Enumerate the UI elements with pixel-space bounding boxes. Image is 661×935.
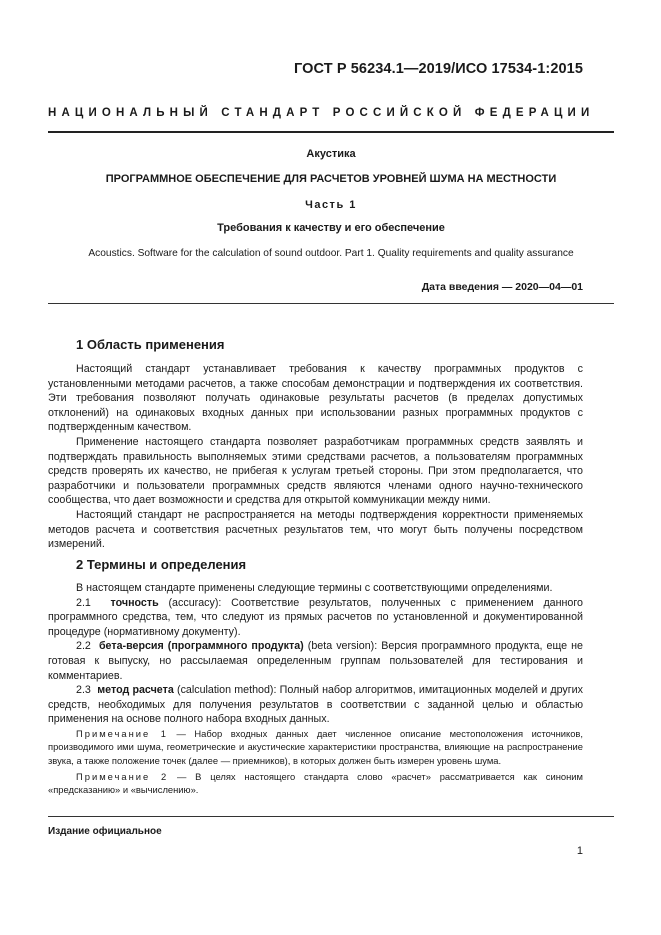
introduction-date: Дата введения — 2020—04—01 — [421, 281, 583, 293]
gost-number: ГОСТ Р 56234.1—2019/ИСО 17534-1:2015 — [294, 61, 583, 77]
term-definition: : Версия программного продукта, еще не готовая к выпуску, но рассылаемая определенным группам пользователей для тестирования и комментариев. — [48, 640, 583, 682]
subject-title: Акустика — [306, 148, 356, 160]
term-english: (accuracy) — [168, 596, 219, 609]
part-title: Требования к качеству и его обеспечение — [217, 222, 445, 234]
term-definition: : Полный набор алгоритмов, имитационных моделей и других средств, необходимых для получения результатов в соответствии с заданной целью и областью применения на основе полного набора входных данных. — [48, 684, 583, 726]
section-2-intro: В настоящем стандарте применены следующие термины с соответствующими определениями. — [76, 582, 553, 594]
note-label: Примечание 2 — [76, 771, 169, 782]
footer-rule — [48, 816, 614, 817]
term-number: 2.2 — [76, 640, 91, 653]
page-number: 1 — [576, 845, 583, 857]
section-2-heading: 2 Термины и определения — [76, 557, 247, 572]
section-1-paragraph: Настоящий стандарт устанавливает требования к качеству программных продуктов с установленными методами расчетов, а также способам демонстрации и подтверждения их соответствия. Эти требования позволяют получать одинаковые результаты расчетов (в пределах допустимых отклонений) на одинаковых входных данных при использовании разных программных продуктов с подтвержденным качеством. — [48, 363, 583, 434]
section-2-body — [48, 581, 583, 727]
term-entry — [48, 683, 583, 727]
term-definition: : Соответствие результатов, полученных с применением данного программного средства, тем, что следуют из прямых расчетов по установленной и документированной процедуре (нормативному документу). — [48, 596, 583, 638]
note-text: — Набор входных данных дает численное описание местоположения источников, производимого ими шума, геометрические и акустические характеристики пространства, влияющие на распространение звука, а также положение точек (далее — приемников), в которых должен быть измерен уровень шума. — [48, 728, 583, 766]
section-1-paragraph: Применение настоящего стандарта позволяет разработчикам программных средств заявлять и подтверждать правильность выполняемых этими средствами расчетов, а пользователям программных средств проверять их качество, не прибегая к услугам третьей стороны. При этом предполагается, что разработчики и пользователи программных средств являются членами одного научно-технического сообщества, что дает возможности и средства для открытой коммуникации между ними. — [48, 435, 583, 507]
term-english: (calculation method) — [177, 684, 274, 697]
term-name: бета-версия (программного продукта) — [98, 640, 304, 653]
term-entry — [48, 639, 583, 683]
english-title: Acoustics. Software for the calculation of sound outdoor. Part 1. Quality requirements and quality assurance — [88, 248, 574, 259]
note-label: Примечание 1 — [76, 728, 168, 739]
title-rule — [48, 303, 614, 304]
term-english: (beta version) — [307, 640, 375, 653]
note-2 — [48, 770, 583, 797]
section-1-heading: 1 Область применения — [76, 337, 225, 352]
term-entry — [48, 596, 583, 640]
note-text: — В целях настоящего стандарта слово «расчет» рассматривается как синоним «предсказанию» и «вычислению». — [48, 771, 583, 796]
term-number: 2.3 — [76, 684, 91, 697]
section-1-body — [48, 362, 583, 552]
document-title: ПРОГРАММНОЕ ОБЕСПЕЧЕНИЕ ДЛЯ РАСЧЕТОВ УРОВНЕЙ ШУМА НА МЕСТНОСТИ — [105, 173, 557, 185]
section-1-paragraph: Настоящий стандарт не распространяется на методы подтверждения корректности применяемых методов расчета и соответствия расчетных результатов тем, что могут быть получены посредством измерений. — [48, 508, 583, 551]
national-standard-banner: НАЦИОНАЛЬНЫЙ СТАНДАРТ РОССИЙСКОЙ ФЕДЕРАЦИИ — [48, 107, 595, 119]
term-name: точность — [110, 596, 159, 609]
part-label: Часть 1 — [305, 199, 357, 211]
term-name: метод расчета — [97, 684, 174, 697]
note-1 — [48, 727, 583, 767]
official-edition-label: Издание официальное — [48, 826, 162, 837]
header-rule — [48, 131, 614, 133]
term-number: 2.1 — [76, 596, 91, 609]
